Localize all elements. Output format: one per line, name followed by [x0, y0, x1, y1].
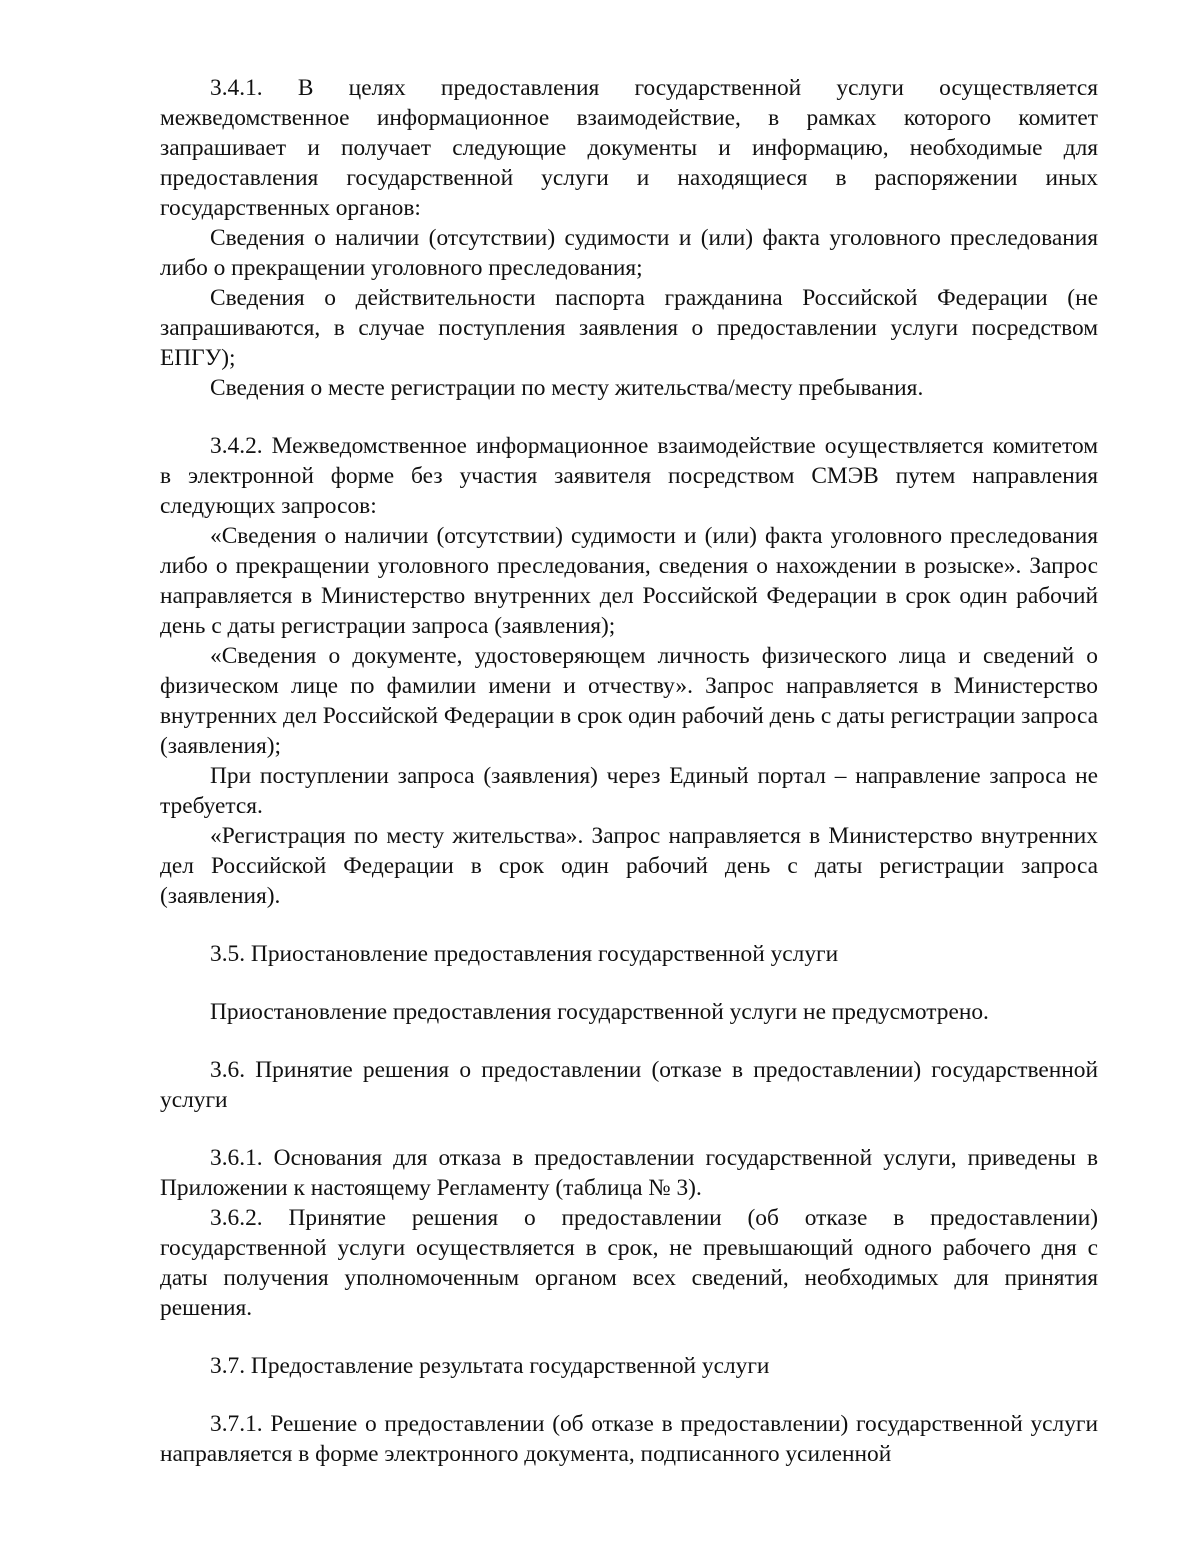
paragraph-3-4-2: 3.4.2. Межведомственное информационное взаимодействие осуществляется комитетом в электронной форме без участия заявителя посредством СМЭВ путем направления следующих запросов: — [160, 433, 1098, 519]
paragraph-request-registration: «Регистрация по месту жительства». Запрос направляется в Министерство внутренних дел Российской Федерации в срок один рабочий день с даты регистрации запроса (заявления). — [160, 823, 1098, 909]
paragraph-3-7-1: 3.7.1. Решение о предоставлении (об отказе в предоставлении) государственной услуги направляется в форме электронного документа, подписанного усиленной — [160, 1411, 1098, 1467]
paragraph-3-6-1: 3.6.1. Основания для отказа в предоставлении государственной услуги, приведены в Приложении к настоящему Регламенту (таблица № 3). — [160, 1145, 1098, 1201]
paragraph-request-identity-document: «Сведения о документе, удостоверяющем личность физического лица и сведений о физическом лице по фамилии имени и отчеству». Запрос направляется в Министерство внутренних дел Российской Федерации в срок один рабочий день с даты регистрации запроса (заявления); — [160, 643, 1098, 759]
document-page — [160, 73, 1098, 1469]
paragraph-3-6-2: 3.6.2. Принятие решения о предоставлении (об отказе в предоставлении) государственной услуги осуществляется в срок, не превышающий одного рабочего дня с даты получения уполномоченным органом всех сведений, необходимых для принятия решения. — [160, 1205, 1098, 1321]
paragraph-request-criminal-record: «Сведения о наличии (отсутствии) судимости и (или) факта уголовного преследования либо о прекращении уголовного преследования, сведения о нахождении в розыске». Запрос направляется в Министерство внутренних дел Российской Федерации в срок один рабочий день с даты регистрации запроса (заявления); — [160, 523, 1098, 639]
section-heading-3-5: 3.5. Приостановление предоставления государственной услуги — [210, 941, 839, 967]
paragraph-registration-place: Сведения о месте регистрации по месту жительства/месту пребывания. — [210, 375, 924, 401]
section-heading-3-7: 3.7. Предоставление результата государственной услуги — [210, 1353, 770, 1379]
section-heading-3-6: 3.6. Принятие решения о предоставлении (отказе в предоставлении) государственной услуги — [160, 1057, 1098, 1113]
paragraph-suspension-not-provided: Приостановление предоставления государственной услуги не предусмотрено. — [210, 999, 989, 1025]
paragraph-passport-validity: Сведения о действительности паспорта гражданина Российской Федерации (не запрашиваются, в случае поступления заявления о предоставлении услуги посредством ЕПГУ); — [160, 285, 1098, 371]
paragraph-criminal-record: Сведения о наличии (отсутствии) судимости и (или) факта уголовного преследования либо о прекращении уголовного преследования; — [160, 225, 1098, 281]
paragraph-3-4-1: 3.4.1. В целях предоставления государственной услуги осуществляется межведомственное информационное взаимодействие, в рамках которого комитет запрашивает и получает следующие документы и информацию, необходимые для предоставления государственной услуги и находящиеся в распоряжении иных государственных органов: — [160, 75, 1098, 221]
paragraph-unified-portal-note: При поступлении запроса (заявления) через Единый портал – направление запроса не требуется. — [160, 763, 1098, 819]
